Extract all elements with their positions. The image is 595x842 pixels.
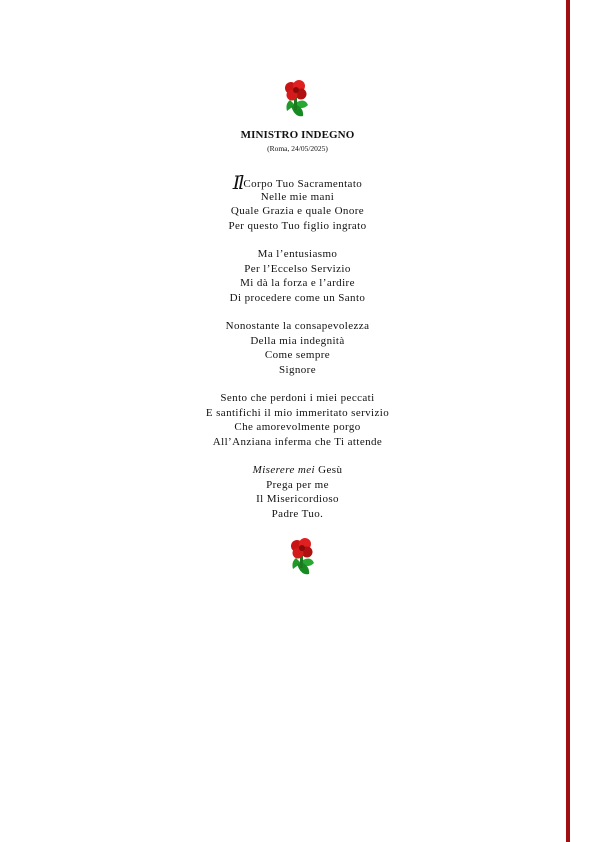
flower-ornament-top-icon bbox=[281, 78, 311, 120]
poem-line: Come sempre bbox=[264, 349, 331, 361]
poem-line: Sento che perdoni i miei peccati bbox=[220, 392, 375, 404]
poem-line: All’Anziana inferma che Ti attende bbox=[212, 436, 383, 448]
flower-ornament-bottom-icon bbox=[287, 536, 317, 578]
poem-line: IlCorpo Tuo Sacramentato bbox=[232, 172, 363, 194]
poem-line: Il Misericordioso bbox=[256, 493, 339, 505]
drop-cap: Il bbox=[232, 172, 243, 194]
poem-line: Quale Grazia e quale Onore bbox=[230, 205, 365, 217]
poem-line: E santifichi il mio immeritato servizio bbox=[205, 407, 390, 419]
poem-line: Mi dà la forza e l’ardire bbox=[240, 277, 355, 289]
poem-line: Di procedere come un Santo bbox=[229, 292, 366, 304]
poem-line: Padre Tuo. bbox=[271, 508, 324, 520]
poem-line: Nelle mie mani bbox=[260, 191, 335, 203]
poem-line: Che amorevolmente porgo bbox=[234, 421, 361, 433]
poem-line: Signore bbox=[278, 364, 317, 376]
poem-line: Miserere mei Gesù bbox=[252, 464, 343, 476]
latin-phrase: Miserere mei bbox=[252, 464, 315, 476]
poem-title: MINISTRO INDEGNO bbox=[240, 129, 355, 141]
poem-line: Nonostante la consapevolezza bbox=[225, 320, 370, 332]
poem-date: (Roma, 24/05/2025) bbox=[267, 144, 328, 153]
poem-line: Prega per me bbox=[266, 479, 329, 491]
poem-line: Ma l’entusiasmo bbox=[257, 248, 338, 260]
poem-line: Per l’Eccelso Servizio bbox=[244, 263, 351, 275]
poem-line: Per questo Tuo figlio ingrato bbox=[228, 220, 367, 232]
poem-line: Della mia indegnità bbox=[250, 335, 345, 347]
